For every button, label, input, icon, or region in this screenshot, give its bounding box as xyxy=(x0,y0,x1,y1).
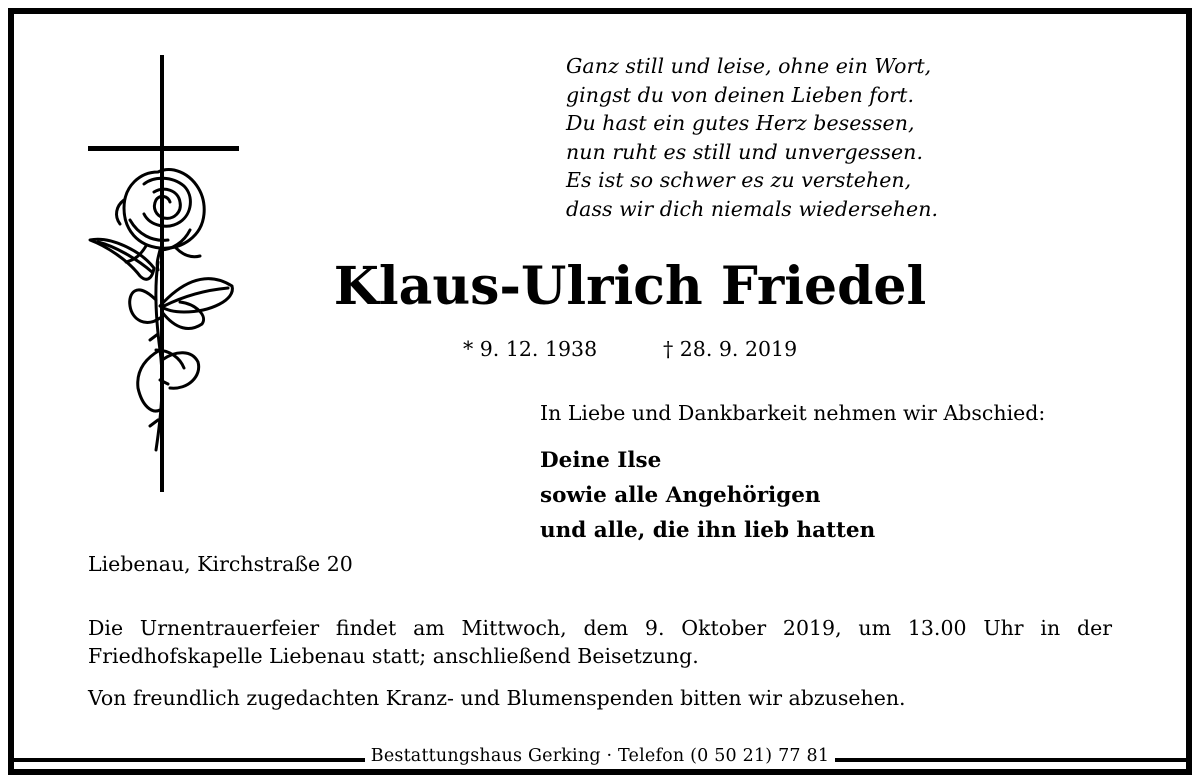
death-date: † 28. 9. 2019 xyxy=(663,337,798,361)
flowers-note: Von freundlich zugedachten Kranz- und Blumenspenden bitten wir abzusehen. xyxy=(88,686,906,710)
signer-line: Deine Ilse xyxy=(540,448,662,473)
poem-line: dass wir dich niemals wiedersehen. xyxy=(566,196,939,221)
signer-line: und alle, die ihn lieb hatten xyxy=(540,518,876,543)
poem-line: nun ruht es still und unvergessen. xyxy=(566,139,924,164)
poem-line: Du hast ein gutes Herz besessen, xyxy=(566,111,915,136)
signer-line: sowie alle Angehörigen xyxy=(540,483,821,508)
signers-list xyxy=(540,443,875,548)
address: Liebenau, Kirchstraße 20 xyxy=(88,552,353,576)
poem-line: Ganz still und leise, ohne ein Wort, xyxy=(566,54,932,78)
poem-line: gingst du von deinen Lieben fort. xyxy=(566,82,915,107)
poem-line: Es ist so schwer es zu verstehen, xyxy=(566,168,912,193)
service-notice: Die Urnentrauerfeier findet am Mittwoch, dem 9. Oktober 2019, um 13.00 Uhr in der Friedhofskapelle Liebenau statt; anschließend Beisetzung. xyxy=(88,616,1112,668)
memorial-poem xyxy=(566,52,938,224)
deceased-name: Klaus-Ulrich Friedel xyxy=(333,256,927,317)
birth-date: * 9. 12. 1938 xyxy=(463,337,598,361)
farewell-intro: In Liebe und Dankbarkeit nehmen wir Abschied: xyxy=(540,401,1046,425)
footer xyxy=(0,746,1200,766)
funeral-home-contact: Bestattungshaus Gerking · Telefon (0 50 21) 77 81 xyxy=(365,746,835,766)
